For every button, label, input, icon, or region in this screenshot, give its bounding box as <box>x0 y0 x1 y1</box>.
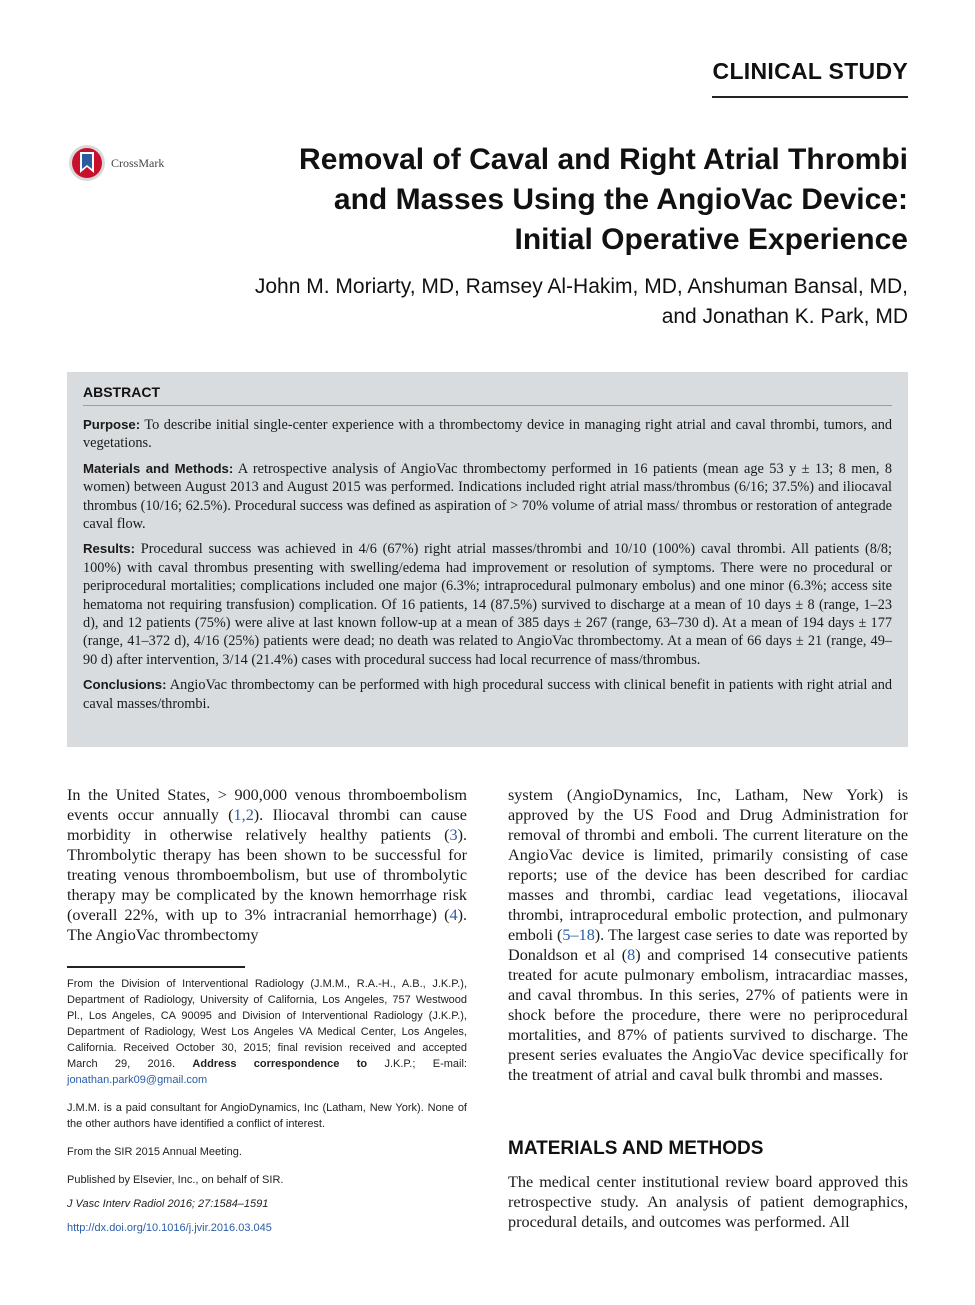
intro-paragraph <box>67 785 467 945</box>
footnote-meeting: From the SIR 2015 Annual Meeting. <box>67 1146 242 1158</box>
title-line-3: Initial Operative Experience <box>514 223 908 256</box>
citation-link[interactable]: 4 <box>449 906 458 924</box>
right-text-3: ) and comprised 14 consecutive patients treated for acute pulmonary embolism, intracardiac masses, and caval thrombus. In this series, 27% of patients were in shock before the procedure, there were no periprocedural mortalities, and 87% of patients survived to discharge. The present series evaluates the AngioVac device specifically for the treatment of atrial and caval bulk thrombi and masses. <box>508 946 908 1084</box>
citation-link[interactable]: 5–18 <box>562 926 595 944</box>
section-rule <box>712 96 908 98</box>
citation-link[interactable]: 3 <box>449 826 458 844</box>
title-line-2: and Masses Using the AngioVac Device: <box>333 183 908 216</box>
abstract-purpose <box>83 416 892 453</box>
footnote-citation: J Vasc Interv Radiol 2016; 27:1584–1591 <box>67 1198 269 1210</box>
title-line-1: Removal of Caval and Right Atrial Thrombi <box>299 143 908 176</box>
intro-continued-paragraph <box>508 785 908 1085</box>
citation-link[interactable]: 1,2 <box>233 806 254 824</box>
section-label: CLINICAL STUDY <box>712 58 908 84</box>
footnote-affiliation <box>67 976 467 1088</box>
intro-text-3: ). Thrombolytic therapy has been shown to be successful for treating venous thromboembolism, but use of thrombolytic therapy may be complicated by the known hemorrhage risk (overall 22%, with up to 3% intracranial hemorrhage) ( <box>67 826 467 924</box>
correspondence-text: J.K.P.; E-mail: <box>367 1058 467 1070</box>
crossmark-icon <box>67 143 107 183</box>
conclusions-text: AngioVac thrombectomy can be performed with high procedural success with clinical benefit in patients with right atrial and caval masses/thrombi. <box>83 677 892 712</box>
doi-link[interactable]: http://dx.doi.org/10.1016/j.jvir.2016.03.045 <box>67 1222 272 1234</box>
abstract-heading: ABSTRACT <box>83 384 892 406</box>
body-left-column <box>67 785 467 945</box>
abstract-box <box>67 372 908 747</box>
abstract-conclusions <box>83 676 892 713</box>
abstract-methods <box>83 460 892 534</box>
methods-label: Materials and Methods: <box>83 460 234 476</box>
authors-line-1: John M. Moriarty, MD, Ramsey Al-Hakim, MD, Anshuman Bansal, MD, <box>254 275 908 298</box>
footnote-rule <box>67 966 245 968</box>
conclusions-label: Conclusions: <box>83 677 167 693</box>
purpose-text: To describe initial single-center experience with a thrombectomy device in managing right atrial and caval thrombi, tumors, and vegetations. <box>83 417 892 452</box>
methods-heading: MATERIALS AND METHODS <box>508 1138 764 1159</box>
intro-text-4: ). The AngioVac thrombectomy <box>67 906 467 944</box>
intro-text-1: In the United States, > 900,000 venous thromboembolism events occur annually ( <box>67 786 467 824</box>
intro-text-2: ). Iliocaval thrombi can cause morbidity in otherwise relatively healthy patients ( <box>67 806 467 844</box>
methods-paragraph: The medical center institutional review board approved this retrospective study. An analysis of patient demographics, procedural details, and outcomes was performed. All <box>508 1173 908 1231</box>
email-link[interactable]: jonathan.park09@gmail.com <box>67 1074 208 1086</box>
footnote-publisher: Published by Elsevier, Inc., on behalf of SIR. <box>67 1174 284 1186</box>
right-text-1: system (AngioDynamics, Inc, Latham, New York) is approved by the US Food and Drug Administration for removal of thrombi and emboli. The current literature on the AngioVac device is limited, primarily consisting of case reports; use of the device has been described for cardiac masses and thrombi, cardiac lead vegetations, iliocaval thrombi, intraprocedural embolic protection, and pulmonary emboli ( <box>508 786 908 944</box>
results-label: Results: <box>83 541 136 557</box>
affiliation-text: From the Division of Interventional Radiology (J.M.M., R.A.-H., A.B., J.K.P.), Department of Radiology, University of California, Los Angeles, 757 Westwood Pl., Los Angeles, CA 90095 and Division of Interventional Radiology (J.K.P.), Department of Radiology, West Los Angeles VA Medical Center, Los Angeles, California. Received October 30, 2015; final revision received and accepted March 29, 2016. <box>67 978 467 1070</box>
purpose-label: Purpose: <box>83 417 141 432</box>
authors-line-2: and Jonathan K. Park, MD <box>661 305 908 328</box>
citation-link[interactable]: 8 <box>627 946 636 964</box>
abstract-results <box>83 540 892 669</box>
methods-text: A retrospective analysis of AngioVac thrombectomy performed in 16 patients (mean age 53 y ± 13; 8 men, 8 women) between August 2013 and August 2015 was performed. Indications included right atrial mass/thrombus (6/16; 37.5%) and iliocaval thrombus (10/16; 62.5%). Procedural success was defined as aspiration of > 70% volume of atrial mass/ thrombus or restoration of antegrade caval flow. <box>83 460 892 533</box>
footnote-disclosure: J.M.M. is a paid consultant for AngioDynamics, Inc (Latham, New York). None of the other authors have identified a conflict of interest. <box>67 1102 467 1130</box>
right-text-2: ). The largest case series to date was reported by Donaldson et al ( <box>508 926 908 964</box>
author-list <box>100 272 908 332</box>
results-text: Procedural success was achieved in 4/6 (67%) right atrial masses/thrombi and 10/10 (100%) caval thrombi. All patients (8/8; 100%) with caval thrombus presenting with swelling/edema had improvement or resolution of symptoms. There were no procedural or periprocedural mortalities; complications included one major (6.3%; intraprocedural pulmonary embolus) and one minor (6.3%; access site hematoma not requiring transfusion) complication. Of 16 patients, 14 (87.5%) survived to discharge at a mean of 10 days ± 8 (range, 1–23 d), and 12 patients (75%) were alive at last known follow-up at a mean of 385 days ± 267 (range, 63–730 d). At a mean of 194 days ± 177 (range, 41–372 d), 4/16 (25%) patients were dead; no death was related to AngioVac thrombectomy. At a mean of 66 days ± 21 (range, 49–90 d) after intervention, 3/14 (21.4%) cases with procedural success had local recurrence of mass/thrombus. <box>83 541 892 668</box>
footnotes <box>67 976 467 1248</box>
crossmark-label: CrossMark <box>111 155 165 170</box>
body-right-column <box>508 785 908 1085</box>
crossmark-badge[interactable] <box>67 143 164 183</box>
article-title <box>180 140 908 260</box>
correspondence-label: Address correspondence to <box>192 1058 368 1070</box>
